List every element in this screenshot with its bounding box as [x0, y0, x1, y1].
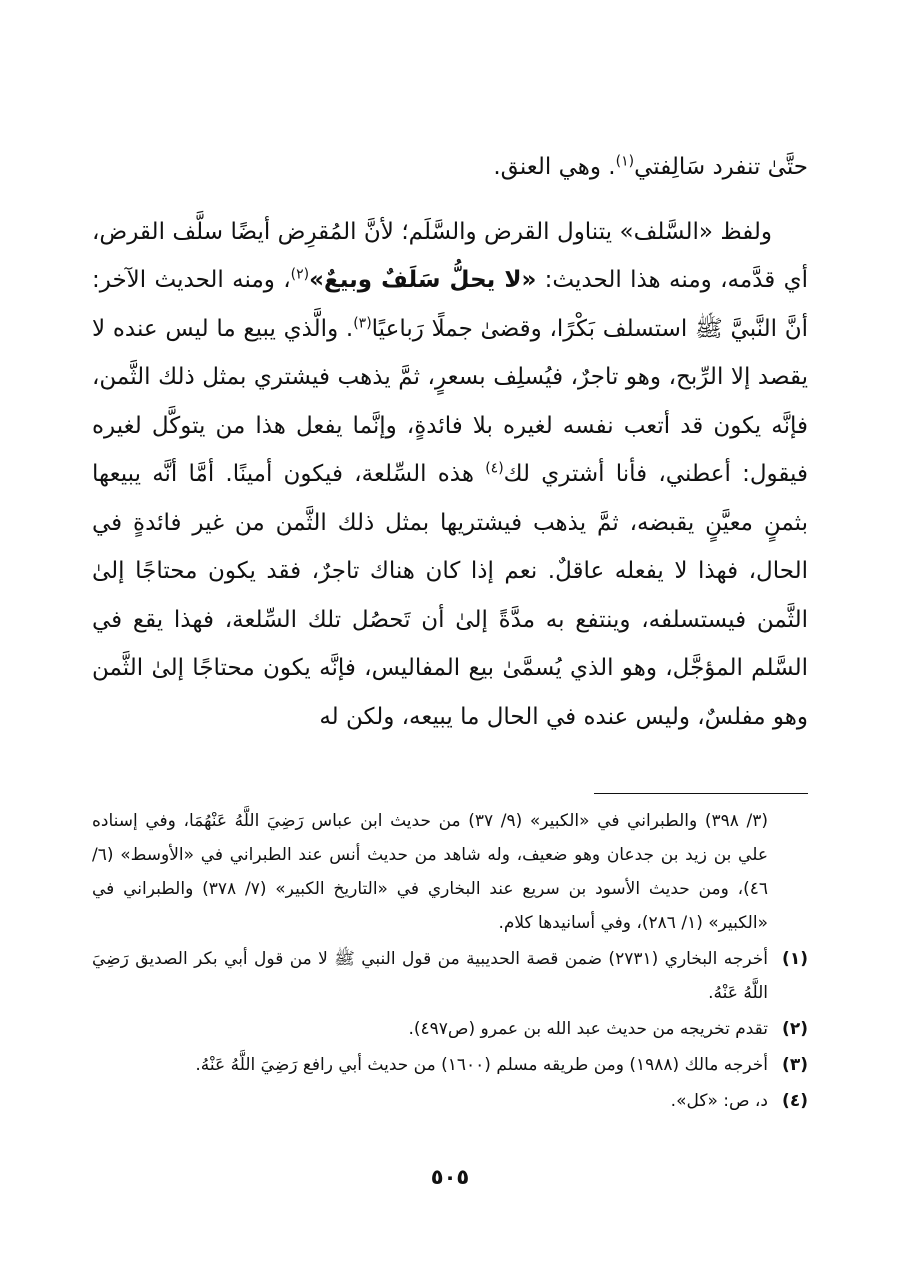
footnote-number: (٣): [782, 1055, 808, 1075]
paragraph-1: [92, 143, 808, 192]
main-text: [92, 143, 808, 741]
footnote-number: (٢): [782, 1019, 808, 1039]
paragraph-1-text-b: . وهي العنق.: [493, 154, 616, 180]
paragraph-2-text-c: . والَّذي يبيع ما ليس عنده لا يقصد إلا الرِّبح، وهو تاجرٌ، فيُسلِف بسعرٍ، ثمَّ يذهب فيشتري بمثل ذلك الثَّمن، فإنَّه يكون قد أتعب نفسه لغيره بلا فائدةٍ، وإنَّما يفعل هذا من يتوكَّل لغيره فيقول: أعطني، فأنا أشتري لك: [92, 315, 808, 487]
paragraph-2-text-a: ولفظ «السَّلف» يتناول القرض والسَّلَم؛ لأنَّ المُقرِض أيضًا سلَّف القرض، أي قدَّمه، ومنه هذا الحديث:: [92, 218, 808, 293]
page-number: ٥٠٥: [430, 1165, 470, 1189]
footnotes: [92, 804, 808, 1118]
hadith-quote: «لا يحلُّ سَلَفٌ وبيعٌ»: [309, 267, 537, 293]
footnote-text: د، ص: «كل».: [670, 1091, 768, 1111]
footnote-2: [92, 1012, 808, 1046]
paragraph-2-text-b: ، ومنه الحديث الآخر: أنَّ النَّبيَّ ﷺ استسلف بَكْرًا، وقضىٰ جملًا رَباعيًا: [92, 267, 808, 342]
footnote-ref-3: (٣): [353, 314, 372, 331]
footnote-1: [92, 942, 808, 1010]
footnote-number: (٤): [782, 1091, 808, 1111]
footnote-text: تقدم تخريجه من حديث عبد الله بن عمرو (ص٤٩٧).: [408, 1019, 768, 1039]
paragraph-2: [92, 208, 808, 742]
footnote-text: أخرجه البخاري (٢٧٣١) ضمن قصة الحديبية من قول النبي ﷺ لا من قول أبي بكر الصديق رَضِيَ اللَّهُ عَنْهُ.: [92, 949, 768, 1003]
footnote-ref-2: (٢): [290, 266, 310, 283]
footnote-ref-1: (١): [615, 153, 635, 170]
footnote-3: [92, 1048, 808, 1082]
footnote-4: [92, 1084, 808, 1118]
footnote-ref-4: (٤): [485, 460, 504, 477]
footnote-number: (١): [782, 949, 808, 969]
footnote-continuation: (٣/ ٣٩٨) والطبراني في «الكبير» (٩/ ٣٧) من حديث ابن عباس رَضِيَ اللَّهُ عَنْهُمَا، وفي إسناده علي بن زيد بن جدعان وهو ضعيف، وله شاهد من حديث أنس عند الطبراني في «الأوسط» (٦/ ٤٦)، ومن حديث الأسود بن سريع عند البخاري في «التاريخ الكبير» (٧/ ٣٧٨) والطبراني في «الكبير» (١/ ٢٨٦)، وفي أسانيدها كلام.: [92, 811, 769, 933]
footnote-separator: [594, 793, 808, 794]
paragraph-2-text-d: هذه السِّلعة، فيكون أمينًا. أمَّا أنَّه يبيعها بثمنٍ معيَّنٍ يقبضه، ثمَّ يذهب فيشتريها بمثل ذلك الثَّمن من غير فائدةٍ في الحال، فهذا لا يفعله عاقلٌ. نعم إذا كان هناك تاجرٌ، فقد يكون محتاجًا إلىٰ الثَّمن فيستسلفه، وينتفع به مدَّةً إلىٰ أن تَحصُل تلك السِّلعة، فهذا يقع في السَّلم المؤجَّل، وهو الذي يُسمَّىٰ بيع المفاليس، فإنَّه يكون محتاجًا إلىٰ الثَّمن وهو مفلسٌ، وليس عنده في الحال ما يبيعه، ولكن له: [92, 461, 808, 730]
footnote-text: أخرجه مالك (١٩٨٨) ومن طريقه مسلم (١٦٠٠) من حديث أبي رافع رَضِيَ اللَّهُ عَنْهُ.: [195, 1055, 768, 1075]
paragraph-1-text-a: حتَّىٰ تنفرد سَالِفتي: [634, 154, 808, 180]
